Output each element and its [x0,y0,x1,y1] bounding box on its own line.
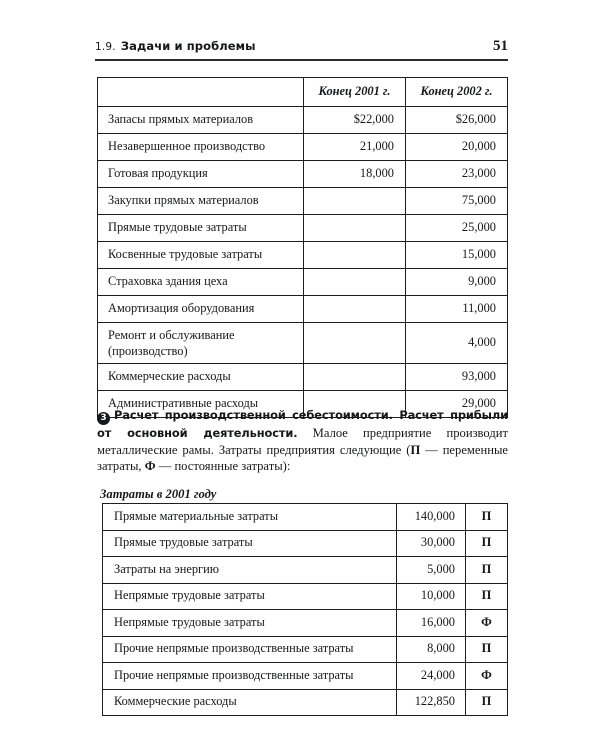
cell-2001 [304,188,406,215]
cell-2002: 29,000 [406,391,508,418]
row-label: Готовая продукция [98,161,304,188]
running-head [95,38,508,58]
cost-item: Затраты на энергию [103,557,397,584]
cost-amount: 140,000 [397,504,466,531]
table-row [103,663,508,690]
row-label: Коммерческие расходы [98,364,304,391]
cost-item: Непрямые трудовые затраты [103,610,397,637]
problem-body-part3: — постоянные затраты): [155,459,291,474]
table-row [98,161,508,188]
cell-2002: 4,000 [406,323,508,364]
cost-item: Прямые трудовые затраты [103,530,397,557]
row-label: Незавершенное производство [98,134,304,161]
cell-2001 [304,269,406,296]
cost-type: П [466,636,508,663]
table-header-row [98,78,508,107]
cost-item: Прочие непрямые производственные затраты [103,636,397,663]
row-label: Прямые трудовые затраты [98,215,304,242]
table-row [98,107,508,134]
cost-amount: 24,000 [397,663,466,690]
header-rule [95,59,508,61]
cell-2001: 18,000 [304,161,406,188]
problem-paragraph [97,407,508,475]
costs-table-caption: Затраты в 2001 году [100,487,217,501]
cell-2002: 15,000 [406,242,508,269]
cell-2002: 93,000 [406,364,508,391]
row-label: Косвенные трудовые затраты [98,242,304,269]
running-head-left [95,39,256,53]
cost-type: П [466,689,508,716]
problem-body-part1: Малое предприятие производит металлические рамы. Затраты предприятия следующие ( [97,426,508,457]
column-header-2001: Конец 2001 г. [304,78,406,107]
section-title: Задачи и проблемы [120,39,256,53]
row-label-line2: (производство) [108,343,188,358]
inventory-table [97,77,508,418]
table-row [103,504,508,531]
cell-2001 [304,296,406,323]
table-row [103,557,508,584]
cost-type: П [466,583,508,610]
row-label: Страховка здания цеха [98,269,304,296]
costs-2001-table [102,503,508,716]
problem-body-part2: — переменные затраты, [97,442,508,474]
cost-amount: 8,000 [397,636,466,663]
fixed-cost-symbol: Ф [144,459,156,474]
cost-amount: 30,000 [397,530,466,557]
cell-2002: 23,000 [406,161,508,188]
row-label: Амортизация оборудования [98,296,304,323]
cost-type: П [466,557,508,584]
table-row [103,530,508,557]
table-row [103,636,508,663]
cell-2002: 25,000 [406,215,508,242]
table-row [98,134,508,161]
problem-number-badge: 3 [97,412,110,425]
table-row [103,610,508,637]
cell-2001 [304,215,406,242]
cell-2001 [304,242,406,269]
cell-2001 [304,323,406,364]
cost-amount: 10,000 [397,583,466,610]
cost-item: Непрямые трудовые затраты [103,583,397,610]
table-row [98,323,508,364]
cell-2002: 75,000 [406,188,508,215]
column-header-2002: Конец 2002 г. [406,78,508,107]
table-row [103,583,508,610]
cell-2001 [304,364,406,391]
table-row [103,689,508,716]
row-label: Закупки прямых материалов [98,188,304,215]
cost-amount: 122,850 [397,689,466,716]
table-row [98,188,508,215]
table-row [98,296,508,323]
table-row [98,215,508,242]
row-label: Запасы прямых материалов [98,107,304,134]
column-header-blank [98,78,304,107]
table-row [98,364,508,391]
cell-2001: $22,000 [304,107,406,134]
cost-type: Ф [466,663,508,690]
cost-item: Прочие непрямые производственные затраты [103,663,397,690]
table-row [98,242,508,269]
row-label [98,323,304,364]
cell-2002: 20,000 [406,134,508,161]
cost-type: Ф [466,610,508,637]
cell-2002: 9,000 [406,269,508,296]
cell-2002: $26,000 [406,107,508,134]
cell-2001: 21,000 [304,134,406,161]
cost-amount: 5,000 [397,557,466,584]
cost-type: П [466,530,508,557]
table-row [98,269,508,296]
variable-cost-symbol: П [410,442,421,457]
row-label: Административные расходы [98,391,304,418]
cost-item: Коммерческие расходы [103,689,397,716]
cost-type: П [466,504,508,531]
page-number: 51 [493,38,508,54]
cost-amount: 16,000 [397,610,466,637]
cost-item: Прямые материальные затраты [103,504,397,531]
section-number: 1.9. [95,41,116,53]
cell-2002: 11,000 [406,296,508,323]
row-label-line1: Ремонт и обслуживание [108,328,235,343]
problem-lead-text: Расчет производственной себестоимости. Расчет прибыли от основной деятельности. [97,408,508,440]
